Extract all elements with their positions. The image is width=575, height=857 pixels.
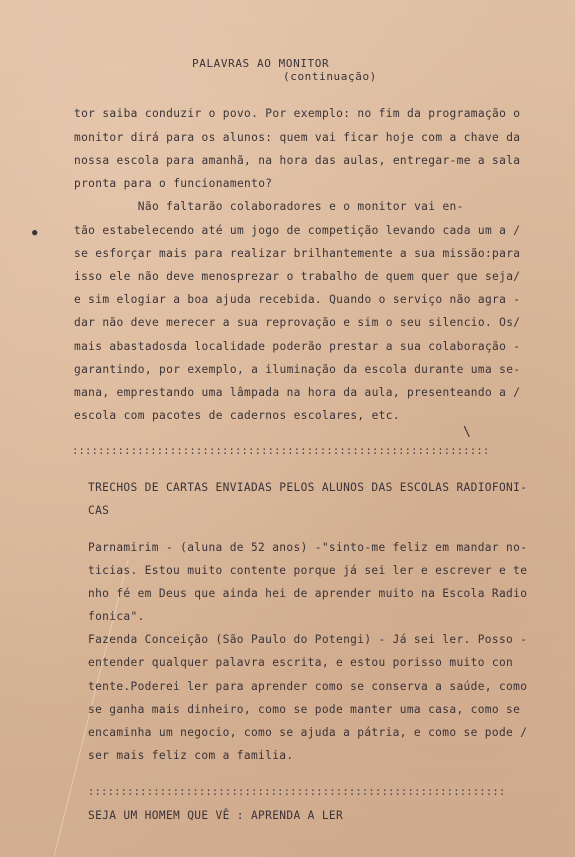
letter-line: se ganha mais dinheiro, como se pode manter uma casa, como se (88, 703, 521, 716)
letter-line: nho fé em Deus que ainda hei de aprender muito na Escola Radio (88, 587, 528, 600)
tick-mark: \ (463, 425, 471, 440)
letter-line: encaminha um negocio, como se ajuda a pátria, e como se pode / (88, 726, 528, 739)
body-line: e sim elogiar a boa ajuda recebida. Quando o serviço não agra - (74, 293, 521, 306)
body-line: Não faltarão colaboradores e o monitor vai en- (74, 200, 464, 213)
body-line: monitor dirá para os alunos: quem vai ficar hoje com a chave da (74, 131, 521, 144)
separator-line: :::::::::::::::::::::::::::::::::::::::::::::::::::::::::::::::: (72, 445, 490, 457)
separator-line: :::::::::::::::::::::::::::::::::::::::::::::::::::::::::::::::: (88, 786, 506, 798)
section-heading-continued: CAS (88, 504, 110, 517)
body-line: tão estabelecendo até um jogo de competição levando cada um a / (74, 224, 521, 237)
body-line: mais abastadosda localidade poderão prestar a sua colaboração - (74, 340, 521, 353)
body-line: tor saiba conduzir o povo. Por exemplo: no fim da programação o (74, 107, 521, 120)
letter-line: entender qualquer palavra escrita, e estou porisso muito con (88, 656, 514, 669)
letter-line: fonica". (88, 610, 145, 623)
page-subtitle: (continuação) (283, 70, 377, 83)
page-title: PALAVRAS AO MONITOR (192, 57, 330, 70)
body-line: garantindo, por exemplo, a iluminação da escola durante uma se- (74, 363, 521, 376)
ink-dot-mark: ● (32, 228, 38, 238)
body-line: se esforçar mais para realizar brilhantemente a sua missão:para (74, 247, 521, 260)
letter-line: Fazenda Conceição (São Paulo do Potengi) - Já sei ler. Posso - (88, 633, 528, 646)
body-line: nossa escola para amanhã, na hora das aulas, entregar-me a sala (74, 154, 521, 167)
body-line: pronta para o funcionamento? (74, 177, 273, 190)
body-line: escola com pacotes de cadernos escolares, etc. (74, 409, 400, 422)
letter-line: Parnamirim - (aluna de 52 anos) -"sinto-me feliz em mandar no- (88, 541, 528, 554)
body-line: dar não deve merecer a sua reprovação e sim o seu silencio. Os/ (74, 316, 521, 329)
section-heading: TRECHOS DE CARTAS ENVIADAS PELOS ALUNOS DAS ESCOLAS RADIOFONI- (88, 481, 528, 494)
letter-line: ticias. Estou muito contente porque já sei ler e escrever e te (88, 564, 528, 577)
letter-line: tente.Poderei ler para aprender como se conserva a saúde, como (88, 680, 528, 693)
body-line: isso ele não deve menosprezar o trabalho de quem quer que seja/ (74, 270, 521, 283)
body-line: mana, emprestando uma lâmpada na hora da aula, presenteando a / (74, 386, 521, 399)
footer-slogan: SEJA UM HOMEM QUE VÊ : APRENDA A LER (88, 809, 344, 822)
letter-line: ser mais feliz com a familia. (88, 749, 294, 762)
